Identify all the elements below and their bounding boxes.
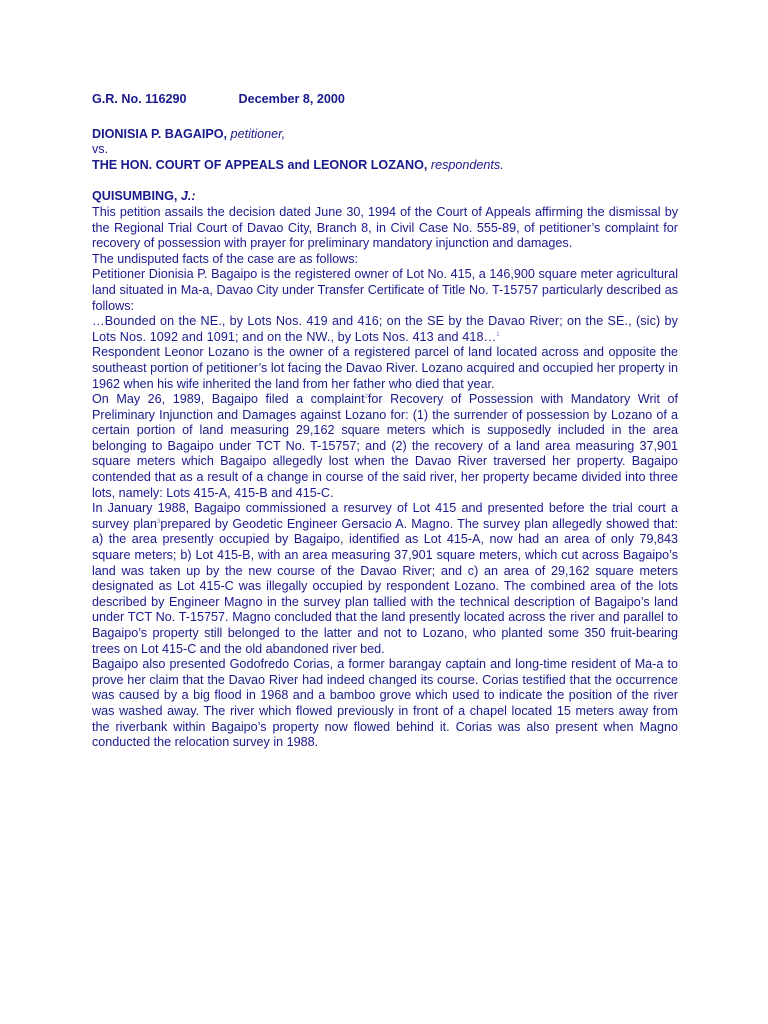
paragraph-6 <box>92 501 678 657</box>
document-page <box>92 92 678 751</box>
footnote-marker-1[interactable]: 1 <box>496 331 500 338</box>
ponente-line <box>92 189 678 205</box>
quote-text: …Bounded on the NE., by Lots Nos. 419 and 416; on the SE by the Davao River; on the SE., (sic) by Lots Nos. 1092 and 1091; and on the NW., by Lots Nos. 413 and 418… <box>92 314 678 344</box>
paragraph-6-start: In January 1988, Bagaipo commissioned a resurvey of Lot 415 and presented before the trial court a survey plan <box>92 501 678 531</box>
paragraph-6-rest: prepared by Geodetic Engineer Gersacio A. Magno. The survey plan allegedly showed that: a) the area presently occupied by Bagaipo, identified as Lot 415-A, now had an area of only 79,843 square meters; b) Lot 415-B, with an area measuring 37,901 square meters, which cut across Bagaipo’s land was taken up by the new course of the Davao River; and c) an area of 29,162 square meters designated as Lot 415-C was illegally occupied by respondent Lozano. The combined area of the lots described by Engineer Magno in the survey plan tallied with the technical description of Bagaipo’s land under TCT No. T-15757. Magno concluded that the land presently located across the river and parallel to Bagaipo’s property still belonged to the latter and not to Lozano, who planted some 350 fruit-bearing trees on Lot 415-C and the old abandoned river bed. <box>92 516 678 656</box>
paragraph-3: Petitioner Dionisia P. Bagaipo is the registered owner of Lot No. 415, a 146,900 square meter agricultural land situated in Ma-a, Davao City under Transfer Certificate of Title No. T-15757 particularly described as follows: <box>92 267 678 313</box>
paragraph-5-start: On May 26, 1989, Bagaipo filed a complaint <box>92 392 365 407</box>
footnote-marker-2[interactable]: 2 <box>364 393 368 400</box>
parties-block <box>92 127 678 174</box>
paragraph-2: The undisputed facts of the case are as follows: <box>92 251 359 266</box>
petitioner-name: DIONISIA P. BAGAIPO, <box>92 126 228 141</box>
paragraph-4: Respondent Leonor Lozano is the owner of a registered parcel of land located across and opposite the southeast portion of petitioner’s lot facing the Davao River. Lozano acquired and occupied her property in 1962 when his wife inherited the land from her father who died that year. <box>92 345 678 391</box>
land-description-quote <box>92 314 678 345</box>
respondent-name: THE HON. COURT OF APPEALS and LEONOR LOZANO, <box>92 157 428 172</box>
gr-number: G.R. No. 116290 <box>92 92 187 106</box>
versus-line: vs. <box>92 142 109 157</box>
respondent-role: respondents. <box>427 157 504 172</box>
paragraph-5 <box>92 392 678 501</box>
case-header <box>92 92 678 108</box>
petitioner-line <box>92 127 678 143</box>
petitioner-role: petitioner, <box>227 126 286 141</box>
paragraph-7: Bagaipo also presented Godofredo Corias, a former barangay captain and long-time resident of Ma-a to prove her claim that the Davao River had indeed changed its course. Corias testified that the occurrence was caused by a big flood in 1968 and a bamboo grove which used to indicate the position of the river was washed away. The river which flowed previously in front of a chapel located 15 meters away from the riverbank within Bagaipo’s property now flowed behind it. Corias was also present when Magno conducted the relocation survey in 1988. <box>92 657 678 750</box>
footnote-marker-3[interactable]: 3 <box>157 518 161 525</box>
paragraph-1: This petition assails the decision dated June 30, 1994 of the Court of Appeals affirming the dismissal by the Regional Trial Court of Davao City, Branch 8, in Civil Case No. 555-89, of petitioner’s complaint for recovery of possession with prayer for preliminary mandatory injunction and damages. <box>92 204 678 251</box>
ponente-name: QUISUMBING, <box>92 189 178 204</box>
ponente-title: J.: <box>177 189 196 204</box>
decision-date: December 8, 2000 <box>238 92 345 106</box>
paragraph-5-rest: for Recovery of Possession with Mandatory Writ of Preliminary Injunction and Damages against Lozano for: (1) the surrender of possession by Lozano of a certain portion of land measuring 29,162 square meters which is supposedly included in the area belonging to Bagaipo under TCT No. T-15757; and (2) the recovery of a land area measuring 37,901 square meters which Bagaipo allegedly lost when the Davao River traversed her property. Bagaipo contended that as a result of a change in course of the said river, her property became divided into three lots, namely: Lots 415-A, 415-B and 415-C. <box>92 392 678 500</box>
respondent-line <box>92 158 678 174</box>
